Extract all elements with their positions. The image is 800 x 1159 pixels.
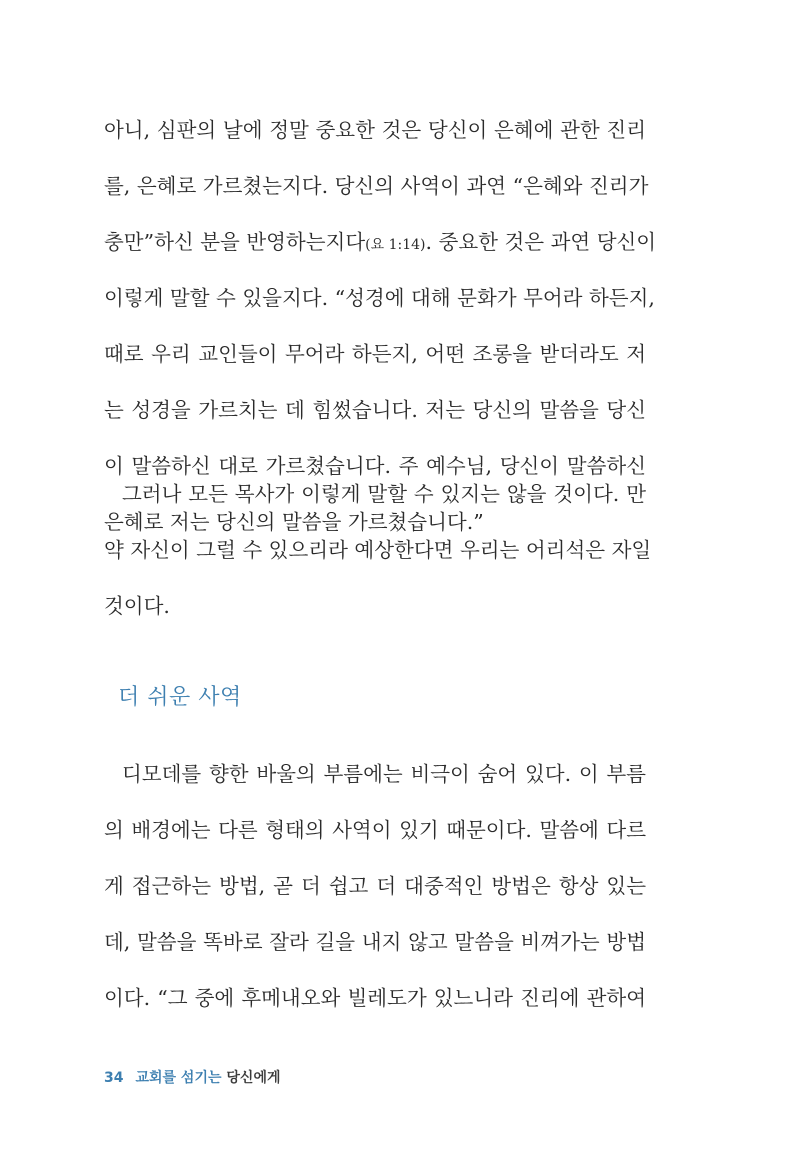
paragraph-line-tail: . 중요한 것은 과연 당신이 [425, 230, 657, 254]
book-title-rest: 당신에게 [221, 1070, 281, 1086]
paragraph-line: 의 배경에는 다른 형태의 사역이 있기 때문이다. 말씀에 다르 [104, 818, 646, 842]
paragraph-line: 를, 은혜로 가르쳤는지다. 당신의 사역이 과연 “은혜와 진리가 [104, 174, 649, 198]
paragraph-line: 은혜로 저는 당신의 말씀을 가르쳤습니다.” [104, 510, 484, 534]
scripture-reference: (요 1:14) [365, 237, 426, 253]
page-number: 34 [104, 1070, 124, 1086]
paragraph-line: 아니, 심판의 날에 정말 중요한 것은 당신이 은혜에 관한 진리 [104, 118, 646, 142]
paragraph-line: 는 성경을 가르치는 데 힘썼습니다. 저는 당신의 말씀을 당신 [104, 398, 646, 422]
paragraph-line: 것이다. [104, 594, 170, 618]
book-title-highlight: 교회를 섬기는 [135, 1070, 222, 1086]
paragraph-line: 약 자신이 그럴 수 있으리라 예상한다면 우리는 어리석은 자일 [104, 538, 652, 562]
paragraph-line: 게 접근하는 방법, 곧 더 쉽고 더 대중적인 방법은 항상 있는 [104, 874, 646, 898]
paragraph-line: 디모데를 향한 바울의 부름에는 비극이 숨어 있다. 이 부름 [122, 762, 646, 786]
paragraph-line: 이렇게 말할 수 있을지다. “성경에 대해 문화가 무어라 하든지, [104, 286, 655, 310]
section-heading: 더 쉬운 사역 [118, 685, 242, 710]
paragraph-line-text: 충만”하신 분을 반영하는지다 [104, 230, 366, 254]
paragraph-line: 데, 말씀을 똑바로 잘라 길을 내지 않고 말씀을 비껴가는 방법 [104, 930, 646, 954]
paragraph-line: 때로 우리 교인들이 무어라 하든지, 어떤 조롱을 받더라도 저 [104, 342, 646, 366]
paragraph-line: 이 말씀하신 대로 가르쳤습니다. 주 예수님, 당신이 말씀하신 [104, 454, 646, 478]
paragraph-line-with-reference [104, 224, 657, 260]
page-footer [104, 1068, 281, 1088]
paragraph-line: 그러나 모든 목사가 이렇게 말할 수 있지는 않을 것이다. 만 [122, 482, 646, 506]
paragraph-line: 이다. “그 중에 후메내오와 빌레도가 있느니라 진리에 관하여 [104, 986, 646, 1010]
